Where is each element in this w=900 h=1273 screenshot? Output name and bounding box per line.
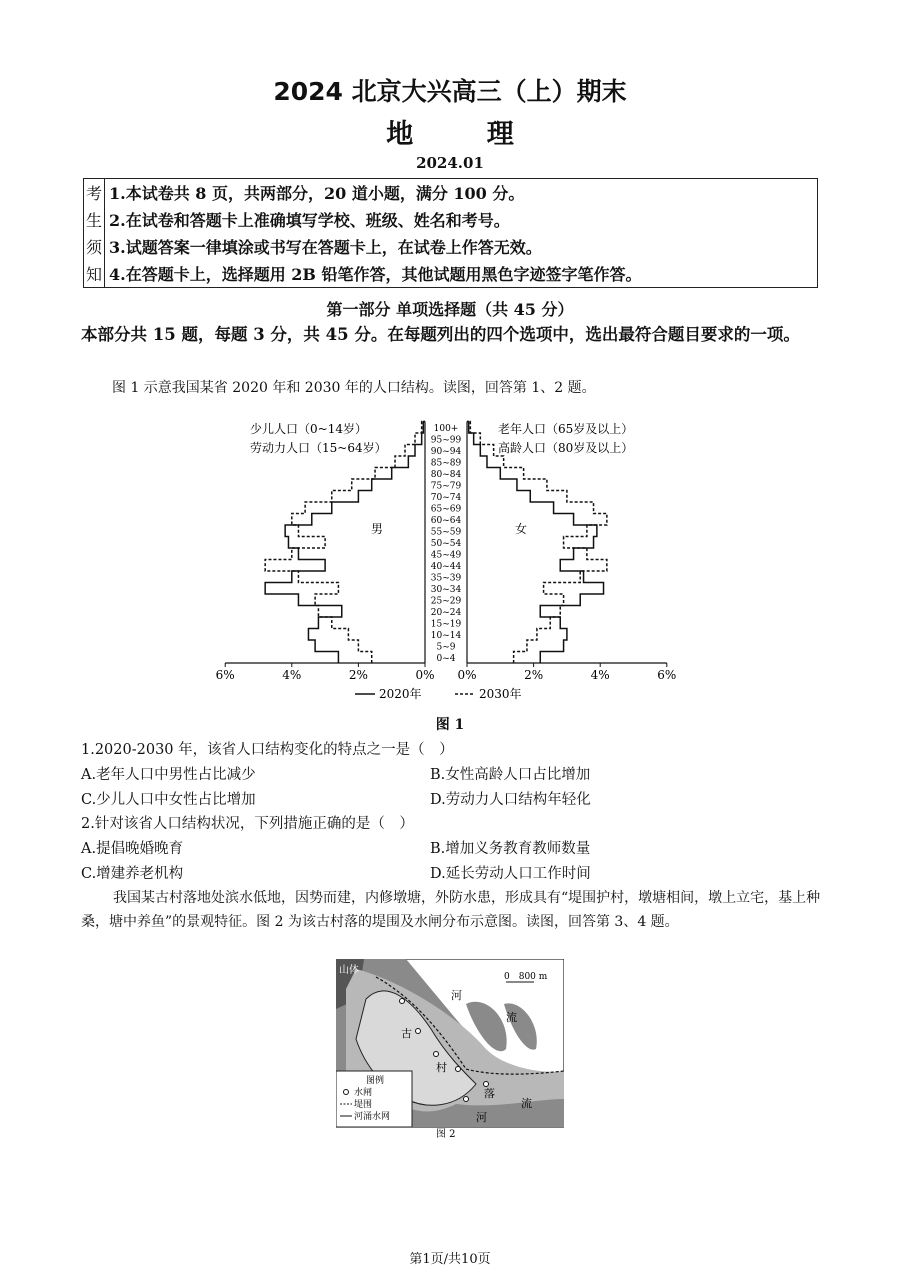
notice-side-char: 须 xyxy=(84,233,105,260)
river-label: 河 xyxy=(451,989,462,1002)
village-label: 落 xyxy=(484,1087,495,1100)
mountain-label: 山体 xyxy=(339,965,359,976)
age-group-label: 60~64 xyxy=(430,515,462,526)
legend-2030: 2030年 xyxy=(479,687,522,701)
series-2020-male xyxy=(265,422,425,664)
legend-labor: 劳动力人口（15~64岁） xyxy=(250,441,387,455)
age-group-label: 55~59 xyxy=(430,527,462,538)
section-heading: 第一部分 单项选择题（共 45 分） xyxy=(326,300,574,319)
fig1-caption: 图 1 xyxy=(435,717,465,733)
notice-table xyxy=(83,178,818,288)
notice-side-char: 考 xyxy=(84,179,105,207)
q1-option-d: D.劳动力人口结构年轻化 xyxy=(430,792,591,808)
age-group-label: 20~24 xyxy=(430,607,462,618)
notice-side-char: 生 xyxy=(84,206,105,233)
q2-option-b: B.增加义务教育教师数量 xyxy=(430,841,591,857)
sluice-gate xyxy=(456,1067,461,1072)
notice-line: 1.本试卷共 8 页，共两部分，20 道小题，满分 100 分。 xyxy=(105,179,818,207)
q2-option-c: C.增建养老机构 xyxy=(81,866,184,882)
x-tick-label: 6% xyxy=(215,668,235,682)
legend-levee: 堤围 xyxy=(354,1100,373,1110)
passage: 我国某古村落地处滨水低地，因势而建，内修墩塘，外防水患，形成具有“堤围护村，墩塘相间，墩上立宅，基上种桑，塘中养鱼”的景观特征。图 2 为该古村落的堤围及水闸分布示意图。读图，回答第 3、4 题。 xyxy=(81,890,821,930)
legend-elderly: 老年人口（65岁及以上） xyxy=(498,422,634,436)
age-group-label: 85~89 xyxy=(430,458,462,469)
x-tick-label: 4% xyxy=(590,668,610,682)
village-label: 村 xyxy=(436,1061,447,1074)
x-tick-label: 0% xyxy=(457,668,477,682)
age-group-label: 75~79 xyxy=(430,481,462,492)
exam-title: 2024 北京大兴高三（上）期末 xyxy=(273,77,627,106)
x-tick-label: 6% xyxy=(657,668,677,682)
legend-child: 少儿人口（0~14岁） xyxy=(250,422,367,436)
village-label: 古 xyxy=(401,1027,412,1040)
subject-title: 地 理 xyxy=(386,119,546,150)
population-pyramid xyxy=(215,405,695,707)
sluice-gate xyxy=(434,1052,439,1057)
age-group-label: 5~9 xyxy=(436,642,456,653)
q1-stem: 1.2020-2030 年，该省人口结构变化的特点之一是（ ） xyxy=(81,742,454,758)
age-group-label: 45~49 xyxy=(430,550,462,561)
x-tick-label: 0% xyxy=(415,668,435,682)
age-group-label: 50~54 xyxy=(430,538,462,549)
age-group-label: 40~44 xyxy=(430,561,462,572)
age-group-label: 0~4 xyxy=(436,653,456,664)
age-group-label: 25~29 xyxy=(430,596,462,607)
legend-title: 图例 xyxy=(366,1076,385,1086)
age-group-label: 70~74 xyxy=(430,492,462,503)
legend-sluice-symbol xyxy=(344,1090,349,1095)
series-2030-female xyxy=(467,422,607,664)
age-group-label: 15~19 xyxy=(430,619,462,630)
age-group-label: 10~14 xyxy=(430,630,462,641)
fig2-caption: 图 2 xyxy=(436,1129,456,1139)
q2-stem: 2.针对该省人口结构状况，下列措施正确的是（ ） xyxy=(81,816,414,832)
q1-option-c: C.少儿人口中女性占比增加 xyxy=(81,792,256,808)
exam-date: 2024.01 xyxy=(416,154,484,172)
legend-sluice: 水闸 xyxy=(354,1088,373,1098)
age-group-label: 90~94 xyxy=(430,446,462,457)
age-group-label: 65~69 xyxy=(430,504,462,515)
q1-option-a: A.老年人口中男性占比减少 xyxy=(81,767,256,783)
age-group-label: 80~84 xyxy=(430,469,462,480)
notice-line: 2.在试卷和答题卡上准确填写学校、班级、姓名和考号。 xyxy=(105,206,818,233)
section-intro: 本部分共 15 题，每题 3 分，共 45 分。在每题列出的四个选项中，选出最符合题目要求的一项。 xyxy=(81,325,800,344)
x-tick-label: 2% xyxy=(524,668,544,682)
notice-side-char: 知 xyxy=(84,260,105,288)
scale-label: 0 800 m xyxy=(504,972,548,982)
sluice-gate xyxy=(416,1029,421,1034)
series-2020-female xyxy=(467,422,604,664)
legend-waterway: 河涌水网 xyxy=(354,1112,391,1122)
legend-very-old: 高龄人口（80岁及以上） xyxy=(498,441,634,455)
sluice-gate xyxy=(400,999,405,1004)
legend-2020: 2020年 xyxy=(379,687,422,701)
q2-option-d: D.延长劳动人口工作时间 xyxy=(430,866,591,882)
q1-option-b: B.女性高龄人口占比增加 xyxy=(430,767,591,783)
fig1-lead: 图 1 示意我国某省 2020 年和 2030 年的人口结构。读图，回答第 1、2 题。 xyxy=(112,380,596,396)
river-label: 河 xyxy=(476,1111,487,1124)
river-label: 流 xyxy=(506,1011,517,1024)
sluice-gate xyxy=(484,1082,489,1087)
label-male: 男 xyxy=(371,522,384,536)
river-label: 流 xyxy=(521,1097,532,1110)
q2-option-a: A.提倡晚婚晚育 xyxy=(81,841,184,857)
age-group-label: 95~99 xyxy=(430,435,462,446)
x-tick-label: 2% xyxy=(348,668,368,682)
age-group-label: 30~34 xyxy=(430,584,462,595)
village-map xyxy=(336,959,564,1139)
sluice-gate xyxy=(464,1097,469,1102)
page-footer: 第1页/共10页 xyxy=(409,1252,491,1267)
x-tick-label: 4% xyxy=(282,668,302,682)
notice-line: 4.在答题卡上，选择题用 2B 铅笔作答，其他试题用黑色字迹签字笔作答。 xyxy=(105,260,818,288)
label-female: 女 xyxy=(515,522,528,536)
age-group-label: 35~39 xyxy=(430,573,462,584)
age-group-label: 100+ xyxy=(433,423,459,434)
notice-line: 3.试题答案一律填涂或书写在答题卡上，在试卷上作答无效。 xyxy=(105,233,818,260)
